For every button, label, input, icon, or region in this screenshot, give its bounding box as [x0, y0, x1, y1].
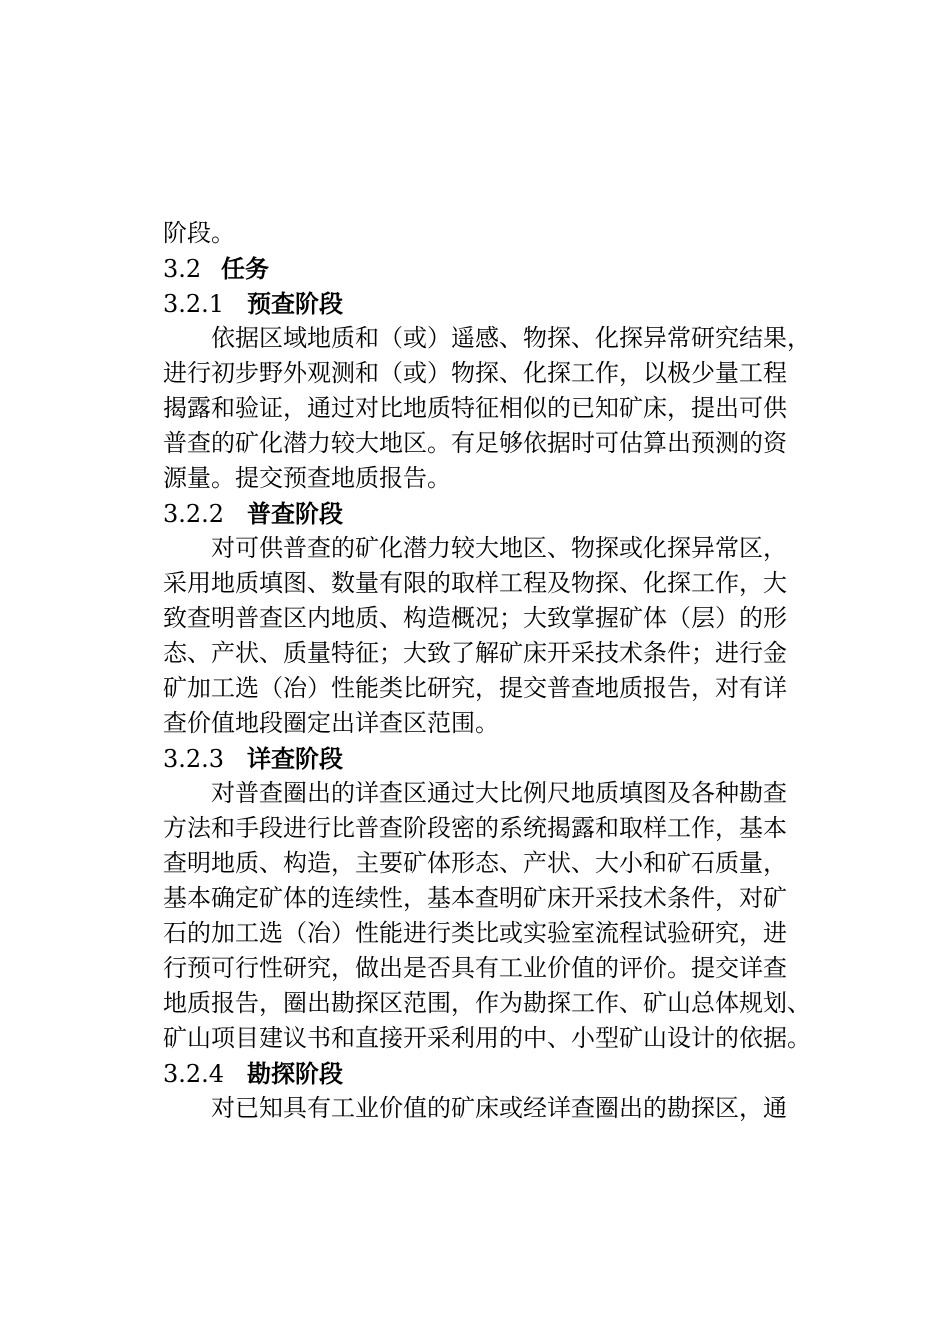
- section-number: 3.2.3: [163, 745, 225, 773]
- document-body: [163, 216, 811, 1126]
- paragraph-line: 进行初步野外观测和（或）物探、化探工作，以极少量工程: [163, 359, 787, 387]
- section-heading: [163, 251, 793, 286]
- paragraph-line: 态、产状、质量特征；大致了解矿床开采技术条件；进行金: [163, 639, 787, 667]
- paragraph-first-line: 对可供普查的矿化潜力较大地区、物探或化探异常区，: [211, 534, 787, 562]
- paragraph-line: 采用地质填图、数量有限的取样工程及物探、化探工作，大: [163, 569, 787, 597]
- paragraph-line: 地质报告，圈出勘探区范围，作为勘探工作、矿山总体规划、: [163, 989, 811, 1017]
- section-title: 详查阶段: [247, 744, 343, 773]
- paragraph-line: 方法和手段进行比普查阶段密的系统揭露和取样工作，基本: [163, 814, 787, 842]
- section-title: 任务: [221, 254, 269, 283]
- section-number: 3.2.1: [163, 290, 225, 318]
- paragraph-line: 源量。提交预查地质报告。: [163, 464, 451, 492]
- paragraph-line: 基本确定矿体的连续性，基本查明矿床开采技术条件，对矿: [163, 884, 787, 912]
- paragraph-line: 矿山项目建议书和直接开采利用的中、小型矿山设计的依据。: [163, 1024, 811, 1052]
- section-number: 3.2.4: [163, 1060, 225, 1088]
- section-number: 3.2: [163, 255, 202, 283]
- paragraph-first-line: 对已知具有工业价值的矿床或经详查圈出的勘探区，通: [211, 1094, 787, 1122]
- paragraph-line: 查明地质、构造，主要矿体形态、产状、大小和矿石质量，: [163, 849, 787, 877]
- section-heading: [163, 496, 793, 531]
- paragraph-first-line: 对普查圈出的详查区通过大比例尺地质填图及各种勘查: [211, 779, 787, 807]
- section-heading: [163, 741, 793, 776]
- paragraph-line: 致查明普查区内地质、构造概况；大致掌握矿体（层）的形: [163, 604, 787, 632]
- section-heading: [163, 1056, 793, 1091]
- paragraph-line: 揭露和验证，通过对比地质特征相似的已知矿床，提出可供: [163, 394, 787, 422]
- section-heading: [163, 286, 793, 321]
- section-title: 预查阶段: [247, 289, 343, 318]
- paragraph-line: 阶段。: [163, 219, 235, 247]
- paragraph-line: 石的加工选（冶）性能进行类比或实验室流程试验研究，进: [163, 919, 787, 947]
- section-title: 勘探阶段: [247, 1059, 343, 1088]
- paragraph-line: 普查的矿化潜力较大地区。有足够依据时可估算出预测的资: [163, 429, 787, 457]
- paragraph-line: 行预可行性研究，做出是否具有工业价值的评价。提交详查: [163, 954, 787, 982]
- section-number: 3.2.2: [163, 500, 225, 528]
- paragraph-line: 矿加工选（冶）性能类比研究，提交普查地质报告，对有详: [163, 674, 787, 702]
- paragraph-first-line: 依据区域地质和（或）遥感、物探、化探异常研究结果，: [211, 324, 811, 352]
- section-title: 普查阶段: [247, 499, 343, 528]
- paragraph-line: 查价值地段圈定出详查区范围。: [163, 709, 499, 737]
